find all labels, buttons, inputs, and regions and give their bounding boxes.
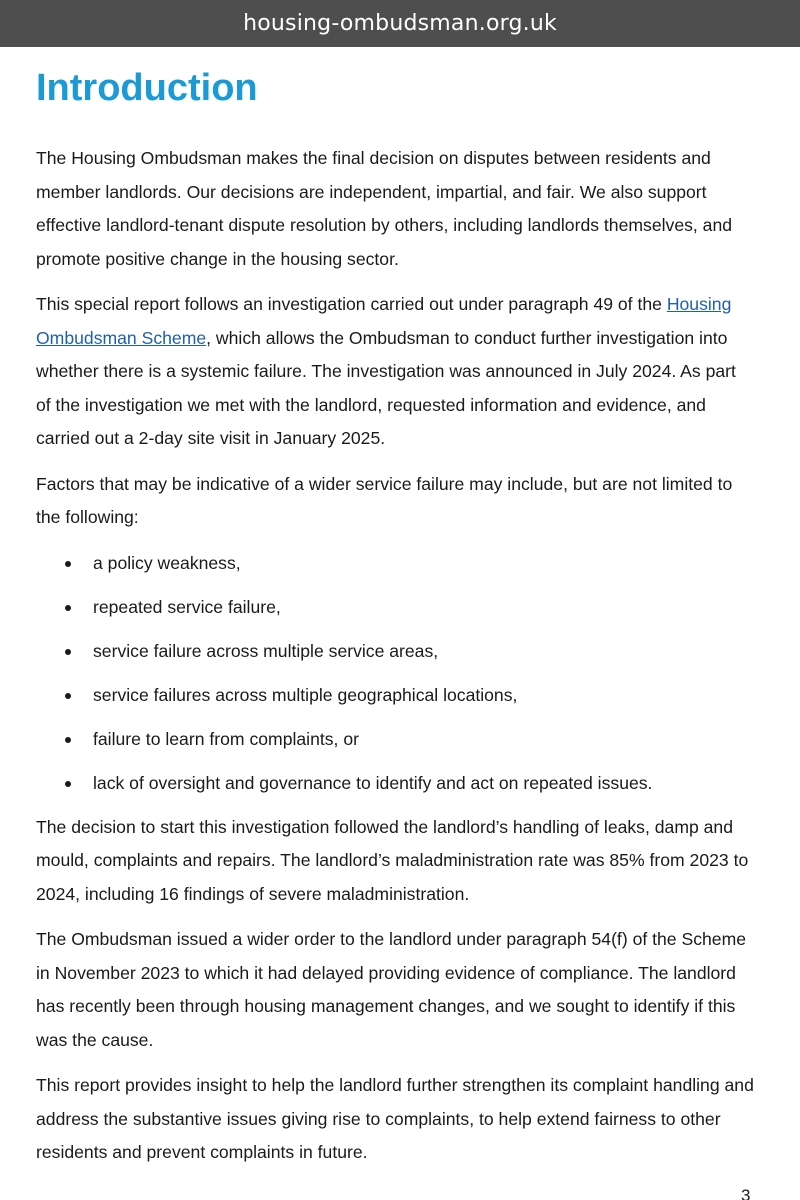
browser-url-bar[interactable] <box>0 0 800 47</box>
page-title: Introduction <box>36 67 258 109</box>
document-page <box>36 62 754 1182</box>
factors-intro-paragraph: Factors that may be indicative of a wider service failure may include, but are not limited to the following: <box>36 473 733 527</box>
intro-paragraph: The Housing Ombudsman makes the final decision on disputes between residents and member landlords. Our decisions are independent, impartial, and fair. We also support effective landlord-tenant dispute resolution by others, including landlords themselves, and promote positive change in the housing sector. <box>36 148 733 269</box>
list-item-text: lack of oversight and governance to identify and act on repeated issues. <box>93 772 653 793</box>
scheme-link[interactable]: Housing Ombudsman Scheme <box>36 294 732 348</box>
list-item <box>36 723 754 757</box>
decision-paragraph: The decision to start this investigation followed the landlord’s handling of leaks, damp and mould, complaints and repairs. The landlord’s maladministration rate was 85% from 2023 to 2024, including 16 findings of severe maladministration. <box>36 816 749 904</box>
url-text[interactable]: housing-ombudsman.org.uk <box>243 11 557 36</box>
list-item <box>36 679 754 713</box>
bullet-icon <box>65 605 71 611</box>
wider-order-paragraph: The Ombudsman issued a wider order to the landlord under paragraph 54(f) of the Scheme in November 2023 to which it had delayed providing evidence of compliance. The landlord has recently been through housing management changes, and we sought to identify if this was the cause. <box>36 929 747 1050</box>
list-item <box>36 547 754 581</box>
bullet-icon <box>65 693 71 699</box>
list-item-text: service failures across multiple geographical locations, <box>93 684 518 705</box>
list-item-text: service failure across multiple service areas, <box>93 640 439 661</box>
list-item-text: repeated service failure, <box>93 596 281 617</box>
list-item <box>36 635 754 669</box>
page-number: 3 <box>741 1186 751 1200</box>
report-paragraph-text-end: , which allows the Ombudsman to conduct further investigation into whether there is a systemic failure. The investigation was announced in July 2024. As part of the investigation we met with the landlord, requested information and evidence, and carried out a 2-day site visit in January 2025. <box>36 327 736 448</box>
bullet-icon <box>65 781 71 787</box>
bullet-icon <box>65 561 71 567</box>
report-paragraph-text-start: This special report follows an investigation carried out under paragraph 49 of the <box>36 294 667 314</box>
list-item-text: failure to learn from complaints, or <box>93 728 359 749</box>
bullet-icon <box>65 649 71 655</box>
list-item-text: a policy weakness, <box>93 552 241 573</box>
factors-list <box>36 547 754 801</box>
insight-paragraph: This report provides insight to help the landlord further strengthen its complaint handling and address the substantive issues giving rise to complaints, to help extend fairness to other residents and prevent complaints in future. <box>36 1075 754 1162</box>
list-item <box>36 767 754 801</box>
list-item <box>36 591 754 625</box>
report-paragraph <box>36 288 754 456</box>
bullet-icon <box>65 737 71 743</box>
